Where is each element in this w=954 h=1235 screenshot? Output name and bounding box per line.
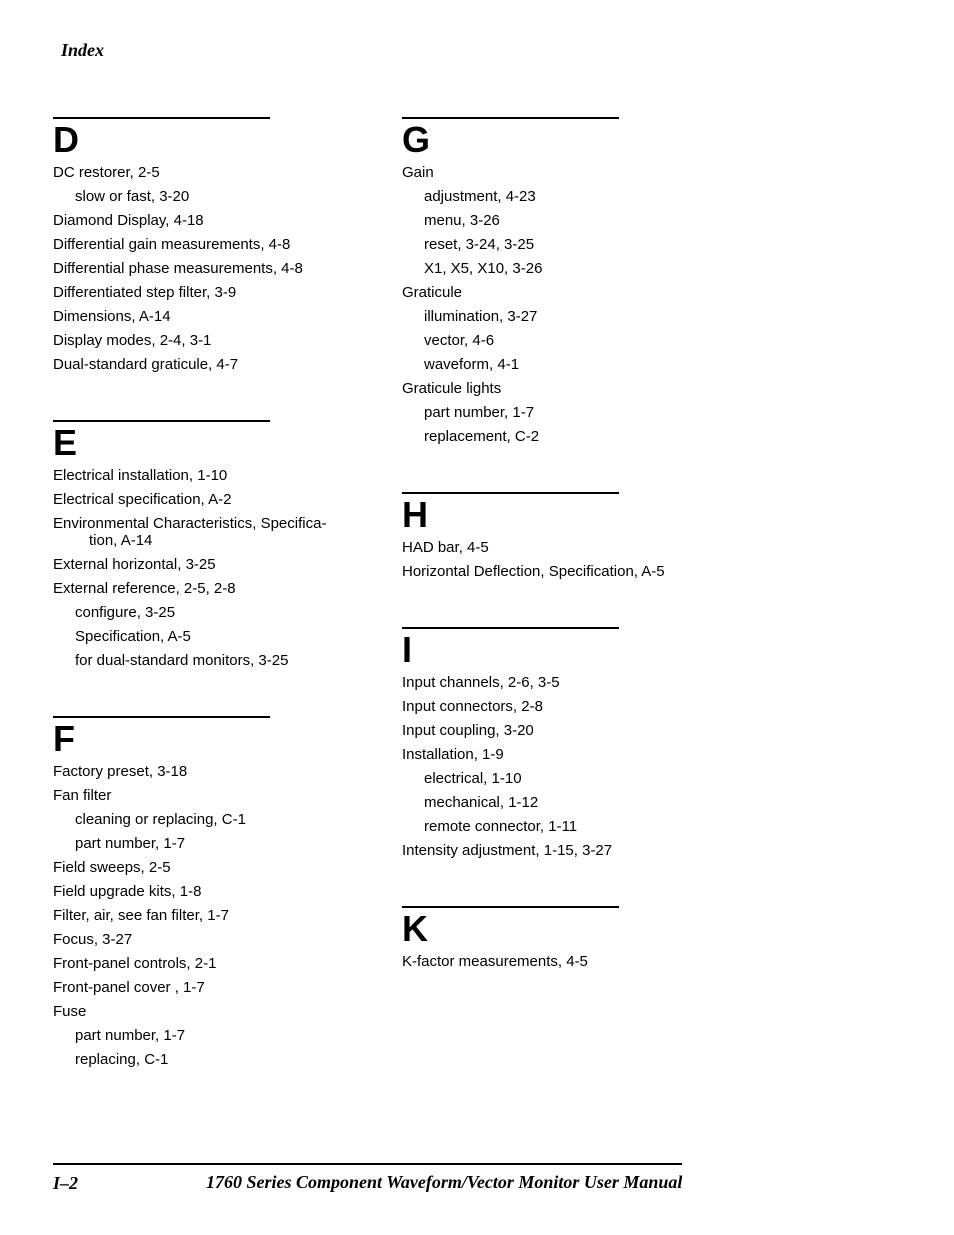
index-section-h [402, 492, 702, 587]
index-section-i [402, 627, 702, 866]
section-rule [402, 117, 619, 119]
index-entry: Dual-standard graticule, 4-7 [53, 356, 239, 373]
index-entry: Differential phase measurements, 4-8 [53, 260, 303, 277]
section-letter: E [53, 422, 78, 463]
index-entry: Installation, 1-9 [402, 746, 504, 763]
index-subentry: Specification, A-5 [75, 628, 191, 645]
index-entry: Focus, 3-27 [53, 931, 133, 948]
manual-title: 1760 Series Component Waveform/Vector Monitor User Manual [206, 1172, 683, 1192]
index-section-g [402, 117, 702, 452]
index-entry: Filter, air, see fan filter, 1-7 [53, 907, 229, 924]
index-entry: Input coupling, 3-20 [402, 722, 534, 739]
section-letter: G [402, 119, 431, 160]
index-entry: Environmental Characteristics, Specifica- tion, A-14 [53, 515, 327, 549]
index-entry: Dimensions, A-14 [53, 308, 171, 325]
index-entry: HAD bar, 4-5 [402, 539, 489, 556]
index-section-d [53, 117, 353, 380]
index-subentry: part number, 1-7 [75, 1027, 186, 1044]
index-entry: K-factor measurements, 4-5 [402, 953, 588, 970]
page-number: I–2 [53, 1173, 79, 1193]
section-letter: D [53, 119, 79, 160]
index-subentry: part number, 1-7 [75, 835, 186, 852]
index-subentry: reset, 3-24, 3-25 [424, 236, 535, 253]
index-entry: Horizontal Deflection, Specification, A-5 [402, 563, 665, 580]
index-entry: DC restorer, 2-5 [53, 164, 160, 181]
index-subentry: slow or fast, 3-20 [75, 188, 190, 205]
index-entry: Electrical installation, 1-10 [53, 467, 228, 484]
footer-rule [53, 1163, 682, 1165]
index-entry: Front-panel controls, 2-1 [53, 955, 217, 972]
index-subentry: illumination, 3-27 [424, 308, 538, 325]
index-entry: Electrical specification, A-2 [53, 491, 232, 508]
index-subentry: mechanical, 1-12 [424, 794, 539, 811]
index-subentry: electrical, 1-10 [424, 770, 522, 787]
index-subentry: remote connector, 1-11 [424, 818, 578, 835]
running-header: Index [61, 40, 105, 60]
index-entry: Graticule [402, 284, 463, 301]
section-rule [53, 716, 270, 718]
section-letter: K [402, 908, 428, 949]
index-section-f [53, 716, 353, 1075]
index-entry: Front-panel cover , 1-7 [53, 979, 205, 996]
section-rule [53, 420, 270, 422]
section-letter: H [402, 494, 428, 535]
index-entry: Fuse [53, 1003, 87, 1020]
section-rule [402, 906, 619, 908]
index-subentry: vector, 4-6 [424, 332, 495, 349]
index-subentry: menu, 3-26 [424, 212, 500, 229]
index-entry: Field sweeps, 2-5 [53, 859, 171, 876]
index-subentry: part number, 1-7 [424, 404, 535, 421]
index-entry: Differentiated step filter, 3-9 [53, 284, 237, 301]
index-section-k [402, 906, 702, 977]
index-entry: Input channels, 2-6, 3-5 [402, 674, 560, 691]
index-subentry: replacing, C-1 [75, 1051, 169, 1068]
index-subentry: cleaning or replacing, C-1 [75, 811, 246, 828]
index-subentry: waveform, 4-1 [424, 356, 520, 373]
index-entry: Gain [402, 164, 434, 181]
index-entry: Input connectors, 2-8 [402, 698, 543, 715]
index-entry: Differential gain measurements, 4-8 [53, 236, 291, 253]
section-rule [402, 627, 619, 629]
section-letter: F [53, 718, 75, 759]
index-entry: Display modes, 2-4, 3-1 [53, 332, 212, 349]
index-entry: External reference, 2-5, 2-8 [53, 580, 236, 597]
index-entry: Factory preset, 3-18 [53, 763, 188, 780]
section-rule [402, 492, 619, 494]
section-rule [53, 117, 270, 119]
section-letter: I [402, 629, 413, 670]
index-subentry: adjustment, 4-23 [424, 188, 536, 205]
index-entry: Fan filter [53, 787, 112, 804]
index-subentry: for dual-standard monitors, 3-25 [75, 652, 289, 669]
index-section-e [53, 420, 353, 676]
index-entry: Diamond Display, 4-18 [53, 212, 204, 229]
index-subentry: configure, 3-25 [75, 604, 176, 621]
index-entry: Field upgrade kits, 1-8 [53, 883, 202, 900]
index-subentry: X1, X5, X10, 3-26 [424, 260, 543, 277]
index-subentry: replacement, C-2 [424, 428, 540, 445]
index-entry: Graticule lights [402, 380, 502, 397]
index-entry: External horizontal, 3-25 [53, 556, 216, 573]
index-entry: Intensity adjustment, 1-15, 3-27 [402, 842, 613, 859]
